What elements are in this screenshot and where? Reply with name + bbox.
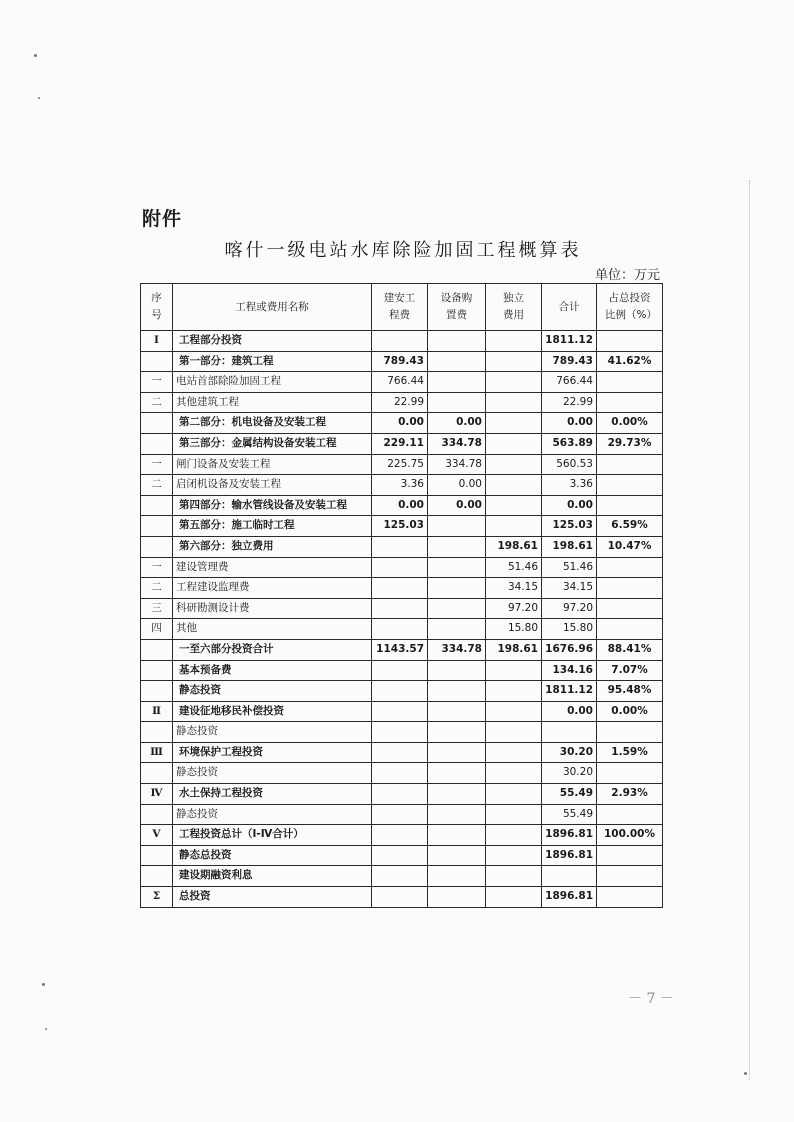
cell-build-cost (372, 536, 428, 557)
header-total: 合计 (542, 284, 597, 331)
cell-name: 工程建设监理费 (173, 578, 372, 599)
cell-total: 198.61 (542, 536, 597, 557)
cell-no (141, 413, 173, 434)
cell-independent-cost: 51.46 (486, 557, 542, 578)
cell-name: 其他建筑工程 (173, 392, 372, 413)
table-row (141, 454, 663, 475)
cell-no: 三 (141, 598, 173, 619)
cell-total: 1896.81 (542, 887, 597, 908)
table-row (141, 660, 663, 681)
cell-independent-cost (486, 454, 542, 475)
cell-no (141, 516, 173, 537)
page-number: － 7 － (628, 991, 674, 1007)
cell-no: Ⅳ (141, 784, 173, 805)
table-row (141, 351, 663, 372)
cell-build-cost: 789.43 (372, 351, 428, 372)
cell-total: 134.16 (542, 660, 597, 681)
cell-build-cost (372, 825, 428, 846)
cell-total: 560.53 (542, 454, 597, 475)
cell-equipment-cost (428, 331, 486, 352)
cell-no (141, 804, 173, 825)
cell-independent-cost: 198.61 (486, 639, 542, 660)
cell-equipment-cost (428, 557, 486, 578)
cell-total: 1676.96 (542, 639, 597, 660)
cell-percentage: 100.00% (597, 825, 663, 846)
cell-build-cost (372, 763, 428, 784)
cell-percentage: 95.48% (597, 681, 663, 702)
header-indep: 独立费用 (486, 284, 542, 331)
cell-equipment-cost: 0.00 (428, 475, 486, 496)
cell-total: 0.00 (542, 495, 597, 516)
cell-name: 建设期融资利息 (173, 866, 372, 887)
cell-no: Ⅱ (141, 701, 173, 722)
cell-build-cost (372, 722, 428, 743)
header-no: 序号 (141, 284, 173, 331)
cell-build-cost (372, 598, 428, 619)
cell-percentage (597, 495, 663, 516)
cell-total: 22.99 (542, 392, 597, 413)
attachment-label: 附件 (142, 208, 183, 230)
header-name: 工程或费用名称 (173, 284, 372, 331)
cell-equipment-cost (428, 887, 486, 908)
table-row (141, 372, 663, 393)
cell-equipment-cost: 334.78 (428, 454, 486, 475)
cell-equipment-cost (428, 578, 486, 599)
table-row (141, 763, 663, 784)
cell-build-cost: 0.00 (372, 413, 428, 434)
document-title: 喀什一级电站水库除险加固工程概算表 (224, 240, 582, 261)
cell-no: 二 (141, 475, 173, 496)
cell-name: 环境保护工程投资 (173, 742, 372, 763)
cell-percentage (597, 331, 663, 352)
table-row (141, 619, 663, 640)
cell-name: 启闭机设备及安装工程 (173, 475, 372, 496)
table-row (141, 784, 663, 805)
cell-build-cost (372, 660, 428, 681)
cell-equipment-cost (428, 784, 486, 805)
cell-total: 34.15 (542, 578, 597, 599)
cell-no: Ⅰ (141, 331, 173, 352)
table-row (141, 681, 663, 702)
table-row (141, 495, 663, 516)
cell-equipment-cost (428, 763, 486, 784)
cell-build-cost (372, 845, 428, 866)
cell-name: 第三部分：金属结构设备安装工程 (173, 433, 372, 454)
cell-total: 1811.12 (542, 681, 597, 702)
table-row (141, 866, 663, 887)
cell-name: 第六部分：独立费用 (173, 536, 372, 557)
table-row (141, 557, 663, 578)
cell-no (141, 681, 173, 702)
cell-no: 一 (141, 557, 173, 578)
table-row (141, 722, 663, 743)
cell-percentage: 88.41% (597, 639, 663, 660)
cell-build-cost (372, 578, 428, 599)
cell-equipment-cost (428, 804, 486, 825)
cell-percentage (597, 804, 663, 825)
cell-equipment-cost (428, 536, 486, 557)
cell-total: 55.49 (542, 804, 597, 825)
cell-percentage: 41.62% (597, 351, 663, 372)
cell-percentage (597, 866, 663, 887)
cell-equipment-cost (428, 619, 486, 640)
cell-build-cost: 1143.57 (372, 639, 428, 660)
cell-name: 第一部分：建筑工程 (173, 351, 372, 372)
cell-percentage (597, 887, 663, 908)
cell-percentage (597, 372, 663, 393)
cell-percentage (597, 598, 663, 619)
table-row (141, 433, 663, 454)
cell-independent-cost: 34.15 (486, 578, 542, 599)
cell-equipment-cost (428, 598, 486, 619)
cell-equipment-cost: 0.00 (428, 413, 486, 434)
table-row (141, 639, 663, 660)
cell-independent-cost: 97.20 (486, 598, 542, 619)
cell-total: 3.36 (542, 475, 597, 496)
cell-build-cost (372, 742, 428, 763)
cell-equipment-cost (428, 516, 486, 537)
cell-name: 第四部分：输水管线设备及安装工程 (173, 495, 372, 516)
cell-equipment-cost (428, 681, 486, 702)
table-row (141, 578, 663, 599)
cell-percentage: 6.59% (597, 516, 663, 537)
cell-no (141, 660, 173, 681)
cell-name: 水土保持工程投资 (173, 784, 372, 805)
cell-total: 766.44 (542, 372, 597, 393)
cell-independent-cost (486, 742, 542, 763)
cell-no: 一 (141, 454, 173, 475)
cell-independent-cost (486, 372, 542, 393)
cell-independent-cost (486, 887, 542, 908)
cell-percentage (597, 763, 663, 784)
cell-total: 51.46 (542, 557, 597, 578)
cell-build-cost (372, 804, 428, 825)
cell-total: 0.00 (542, 413, 597, 434)
cell-no (141, 763, 173, 784)
cell-name: 静态投资 (173, 804, 372, 825)
cell-independent-cost (486, 392, 542, 413)
cell-no (141, 639, 173, 660)
cell-independent-cost (486, 495, 542, 516)
cell-equipment-cost: 0.00 (428, 495, 486, 516)
cell-independent-cost (486, 804, 542, 825)
cell-name: 第二部分：机电设备及安装工程 (173, 413, 372, 434)
cell-total: 789.43 (542, 351, 597, 372)
cell-name: 基本预备费 (173, 660, 372, 681)
cell-name: 静态投资 (173, 681, 372, 702)
table-row (141, 413, 663, 434)
cell-no (141, 351, 173, 372)
cell-total: 55.49 (542, 784, 597, 805)
cell-name: 工程投资总计（Ⅰ-Ⅳ合计） (173, 825, 372, 846)
cell-equipment-cost: 334.78 (428, 433, 486, 454)
cell-total: 30.20 (542, 742, 597, 763)
scan-mark (34, 54, 37, 57)
scan-edge-line (748, 180, 750, 1080)
cell-independent-cost (486, 866, 542, 887)
cell-percentage: 0.00% (597, 701, 663, 722)
cell-total: 30.20 (542, 763, 597, 784)
cell-no: 二 (141, 578, 173, 599)
table-row (141, 536, 663, 557)
table-row (141, 331, 663, 352)
cell-percentage (597, 392, 663, 413)
cell-percentage: 29.73% (597, 433, 663, 454)
cell-no (141, 866, 173, 887)
cell-build-cost: 229.11 (372, 433, 428, 454)
cell-total: 1896.81 (542, 825, 597, 846)
cell-equipment-cost (428, 825, 486, 846)
cell-total: 0.00 (542, 701, 597, 722)
cell-build-cost: 22.99 (372, 392, 428, 413)
table-row (141, 475, 663, 496)
cell-name: 静态投资 (173, 722, 372, 743)
cell-total (542, 866, 597, 887)
cell-independent-cost (486, 845, 542, 866)
cell-name: 闸门设备及安装工程 (173, 454, 372, 475)
cell-name: 第五部分：施工临时工程 (173, 516, 372, 537)
cell-independent-cost (486, 433, 542, 454)
cell-independent-cost (486, 660, 542, 681)
cell-independent-cost (486, 475, 542, 496)
cell-no: Σ (141, 887, 173, 908)
cell-build-cost: 225.75 (372, 454, 428, 475)
cell-build-cost: 0.00 (372, 495, 428, 516)
cell-build-cost: 766.44 (372, 372, 428, 393)
cell-build-cost (372, 681, 428, 702)
cell-equipment-cost (428, 742, 486, 763)
cell-percentage (597, 557, 663, 578)
scan-mark (744, 1072, 747, 1075)
cell-no (141, 722, 173, 743)
cell-build-cost (372, 866, 428, 887)
cell-name: 一至六部分投资合计 (173, 639, 372, 660)
cell-independent-cost (486, 331, 542, 352)
cell-name: 电站首部除险加固工程 (173, 372, 372, 393)
cell-no (141, 495, 173, 516)
cell-percentage (597, 578, 663, 599)
cell-no (141, 433, 173, 454)
cell-total: 1811.12 (542, 331, 597, 352)
cell-no: 二 (141, 392, 173, 413)
cell-equipment-cost (428, 845, 486, 866)
cell-independent-cost (486, 681, 542, 702)
table-row (141, 804, 663, 825)
cell-build-cost (372, 331, 428, 352)
cell-total: 125.03 (542, 516, 597, 537)
cell-name: 静态总投资 (173, 845, 372, 866)
cell-no: Ⅴ (141, 825, 173, 846)
cell-build-cost (372, 557, 428, 578)
cell-no: 一 (141, 372, 173, 393)
cell-equipment-cost (428, 351, 486, 372)
cell-independent-cost: 15.80 (486, 619, 542, 640)
cell-percentage (597, 619, 663, 640)
cell-equipment-cost (428, 660, 486, 681)
cell-name: 总投资 (173, 887, 372, 908)
cell-independent-cost (486, 413, 542, 434)
cell-percentage: 1.59% (597, 742, 663, 763)
cell-build-cost (372, 701, 428, 722)
cell-no: 四 (141, 619, 173, 640)
cell-total (542, 722, 597, 743)
scan-mark (42, 983, 45, 986)
cell-independent-cost (486, 825, 542, 846)
cell-no (141, 536, 173, 557)
cell-name: 工程部分投资 (173, 331, 372, 352)
table-row (141, 598, 663, 619)
cell-percentage: 0.00% (597, 413, 663, 434)
unit-label: 单位：万元 (594, 268, 660, 283)
table-row (141, 825, 663, 846)
table-row (141, 392, 663, 413)
cell-name: 科研勘测设计费 (173, 598, 372, 619)
cell-percentage: 2.93% (597, 784, 663, 805)
cell-percentage (597, 845, 663, 866)
cell-name: 建设征地移民补偿投资 (173, 701, 372, 722)
cell-build-cost: 125.03 (372, 516, 428, 537)
cell-build-cost (372, 887, 428, 908)
cell-independent-cost: 198.61 (486, 536, 542, 557)
cell-percentage: 7.07% (597, 660, 663, 681)
cell-name: 静态投资 (173, 763, 372, 784)
header-pct: 占总投资比例（%） (597, 284, 663, 331)
cell-independent-cost (486, 351, 542, 372)
scan-mark (45, 1028, 47, 1030)
cell-total: 563.89 (542, 433, 597, 454)
cell-percentage (597, 722, 663, 743)
header-equip: 设备购置费 (428, 284, 486, 331)
cell-independent-cost (486, 516, 542, 537)
table-row (141, 887, 663, 908)
cell-equipment-cost (428, 701, 486, 722)
cell-equipment-cost (428, 372, 486, 393)
cell-independent-cost (486, 722, 542, 743)
table-row (141, 701, 663, 722)
cell-name: 建设管理费 (173, 557, 372, 578)
cell-build-cost (372, 619, 428, 640)
cell-equipment-cost (428, 866, 486, 887)
cell-independent-cost (486, 784, 542, 805)
cell-equipment-cost (428, 392, 486, 413)
table-header-row (141, 284, 663, 331)
cell-name: 其他 (173, 619, 372, 640)
cell-percentage: 10.47% (597, 536, 663, 557)
cell-build-cost: 3.36 (372, 475, 428, 496)
cell-percentage (597, 454, 663, 475)
cell-equipment-cost: 334.78 (428, 639, 486, 660)
table-row (141, 742, 663, 763)
cell-build-cost (372, 784, 428, 805)
cell-total: 1896.81 (542, 845, 597, 866)
cell-independent-cost (486, 701, 542, 722)
cell-total: 15.80 (542, 619, 597, 640)
table-row (141, 516, 663, 537)
cell-percentage (597, 475, 663, 496)
cell-total: 97.20 (542, 598, 597, 619)
scan-mark (38, 97, 40, 99)
header-build: 建安工程费 (372, 284, 428, 331)
table-row (141, 845, 663, 866)
cell-independent-cost (486, 763, 542, 784)
cell-no: Ⅲ (141, 742, 173, 763)
cell-equipment-cost (428, 722, 486, 743)
cell-no (141, 845, 173, 866)
budget-table (140, 283, 663, 908)
